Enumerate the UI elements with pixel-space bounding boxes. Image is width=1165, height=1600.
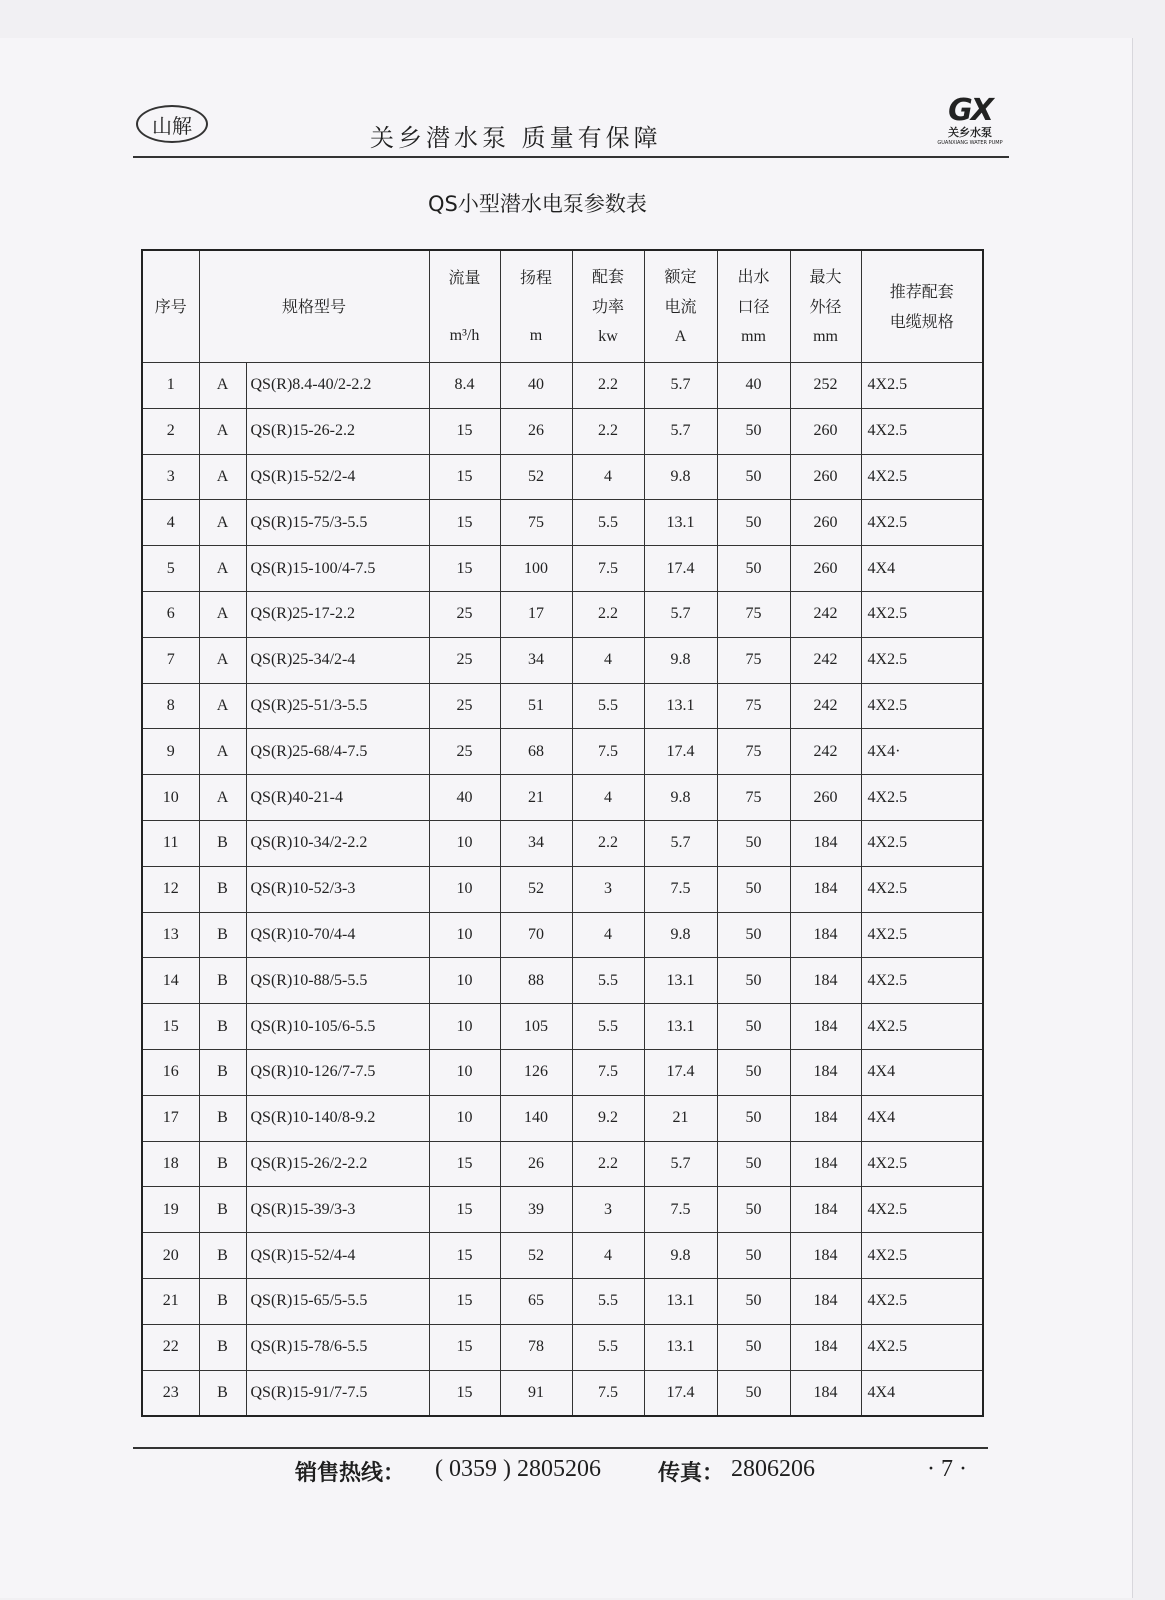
cell-current: 13.1 <box>644 1278 717 1324</box>
cell-index: 13 <box>142 912 199 958</box>
cell-head: 52 <box>500 1233 572 1279</box>
cell-series: B <box>199 866 246 912</box>
header-current: 额定电流 A <box>644 250 717 363</box>
cell-outlet: 50 <box>717 912 790 958</box>
cell-index: 6 <box>142 591 199 637</box>
cell-power: 7.5 <box>572 1370 644 1416</box>
cell-cable: 4X4 <box>861 1095 983 1141</box>
cell-model: QS(R)8.4-40/2-2.2 <box>246 363 429 409</box>
cell-cable: 4X2.5 <box>861 958 983 1004</box>
cell-power: 5.5 <box>572 500 644 546</box>
cell-power: 2.2 <box>572 820 644 866</box>
cell-cable: 4X2.5 <box>861 820 983 866</box>
cell-flow: 25 <box>429 637 500 683</box>
cell-series: A <box>199 775 246 821</box>
cell-diameter: 252 <box>790 363 861 409</box>
brand-logo-right <box>935 93 1005 154</box>
brand-logo-mark: GX <box>948 93 992 128</box>
cell-index: 9 <box>142 729 199 775</box>
cell-model: QS(R)10-70/4-4 <box>246 912 429 958</box>
hotline-value: ( 0359 ) 2805206 <box>435 1456 601 1482</box>
cell-cable: 4X4 <box>861 1370 983 1416</box>
cell-index: 1 <box>142 363 199 409</box>
cell-cable: 4X2.5 <box>861 775 983 821</box>
cell-outlet: 50 <box>717 958 790 1004</box>
cell-head: 91 <box>500 1370 572 1416</box>
cell-cable: 4X2.5 <box>861 1278 983 1324</box>
cell-power: 2.2 <box>572 408 644 454</box>
cell-series: B <box>199 1049 246 1095</box>
cell-model: QS(R)15-100/4-7.5 <box>246 546 429 592</box>
cell-cable: 4X2.5 <box>861 1324 983 1370</box>
cell-cable: 4X2.5 <box>861 637 983 683</box>
cell-index: 23 <box>142 1370 199 1416</box>
cell-model: QS(R)15-26/2-2.2 <box>246 1141 429 1187</box>
cell-cable: 4X2.5 <box>861 1004 983 1050</box>
header-power-unit: kw <box>598 327 618 345</box>
cell-diameter: 184 <box>790 1095 861 1141</box>
cell-diameter: 184 <box>790 1233 861 1279</box>
cell-series: B <box>199 820 246 866</box>
cell-diameter: 242 <box>790 637 861 683</box>
cell-model: QS(R)25-51/3-5.5 <box>246 683 429 729</box>
cell-outlet: 75 <box>717 591 790 637</box>
cell-cable: 4X2.5 <box>861 363 983 409</box>
cell-current: 5.7 <box>644 591 717 637</box>
cell-flow: 15 <box>429 1141 500 1187</box>
cell-series: B <box>199 1095 246 1141</box>
cell-index: 20 <box>142 1233 199 1279</box>
cell-index: 4 <box>142 500 199 546</box>
cell-head: 88 <box>500 958 572 1004</box>
cell-head: 105 <box>500 1004 572 1050</box>
cell-index: 11 <box>142 820 199 866</box>
cell-outlet: 50 <box>717 820 790 866</box>
cell-head: 34 <box>500 820 572 866</box>
cell-head: 65 <box>500 1278 572 1324</box>
cell-cable: 4X2.5 <box>861 1233 983 1279</box>
cell-series: B <box>199 958 246 1004</box>
cell-flow: 15 <box>429 408 500 454</box>
cell-flow: 10 <box>429 1049 500 1095</box>
cell-current: 5.7 <box>644 1141 717 1187</box>
cell-head: 52 <box>500 454 572 500</box>
cell-head: 26 <box>500 408 572 454</box>
cell-head: 70 <box>500 912 572 958</box>
cell-flow: 15 <box>429 1370 500 1416</box>
fax-value: 2806206 <box>731 1456 815 1482</box>
cell-current: 9.8 <box>644 454 717 500</box>
cell-series: B <box>199 1187 246 1233</box>
cell-outlet: 50 <box>717 1141 790 1187</box>
footer <box>295 1452 995 1488</box>
footer-divider <box>133 1447 988 1449</box>
cell-model: QS(R)25-68/4-7.5 <box>246 729 429 775</box>
header-head: 扬程 m <box>500 250 572 363</box>
page-number: · 7 · <box>927 1456 967 1482</box>
cell-head: 75 <box>500 500 572 546</box>
cell-series: A <box>199 408 246 454</box>
header-index: 序号 <box>142 250 199 363</box>
cell-model: QS(R)15-52/2-4 <box>246 454 429 500</box>
cell-diameter: 242 <box>790 591 861 637</box>
brand-logo-cn: 关乡水泵 <box>948 126 992 139</box>
cell-current: 13.1 <box>644 1324 717 1370</box>
table-row <box>142 1004 983 1050</box>
table-row <box>142 454 983 500</box>
table-row <box>142 591 983 637</box>
table-header-row <box>142 250 983 363</box>
cell-flow: 40 <box>429 775 500 821</box>
cell-current: 7.5 <box>644 866 717 912</box>
table-row <box>142 775 983 821</box>
table-row <box>142 729 983 775</box>
cell-diameter: 184 <box>790 1324 861 1370</box>
header-outlet: 出水口径 mm <box>717 250 790 363</box>
cell-index: 10 <box>142 775 199 821</box>
cell-power: 5.5 <box>572 958 644 1004</box>
cell-current: 17.4 <box>644 1049 717 1095</box>
cell-index: 15 <box>142 1004 199 1050</box>
cell-cable: 4X2.5 <box>861 1141 983 1187</box>
cell-head: 17 <box>500 591 572 637</box>
cell-diameter: 184 <box>790 1141 861 1187</box>
cell-diameter: 260 <box>790 408 861 454</box>
cell-series: A <box>199 363 246 409</box>
cell-flow: 15 <box>429 1187 500 1233</box>
cell-diameter: 184 <box>790 1187 861 1233</box>
cell-outlet: 50 <box>717 408 790 454</box>
cell-power: 4 <box>572 1233 644 1279</box>
table-row <box>142 683 983 729</box>
cell-index: 7 <box>142 637 199 683</box>
cell-cable: 4X2.5 <box>861 866 983 912</box>
cell-outlet: 50 <box>717 1278 790 1324</box>
cell-diameter: 184 <box>790 1049 861 1095</box>
cell-power: 5.5 <box>572 1278 644 1324</box>
cell-power: 3 <box>572 1187 644 1233</box>
cell-flow: 10 <box>429 1004 500 1050</box>
cell-series: A <box>199 683 246 729</box>
cell-power: 2.2 <box>572 363 644 409</box>
cell-power: 4 <box>572 775 644 821</box>
cell-power: 4 <box>572 454 644 500</box>
cell-head: 34 <box>500 637 572 683</box>
cell-series: B <box>199 1004 246 1050</box>
cell-model: QS(R)10-126/7-7.5 <box>246 1049 429 1095</box>
cell-diameter: 184 <box>790 820 861 866</box>
cell-power: 4 <box>572 912 644 958</box>
cell-outlet: 50 <box>717 1324 790 1370</box>
cell-model: QS(R)15-65/5-5.5 <box>246 1278 429 1324</box>
table-row <box>142 1095 983 1141</box>
cell-flow: 25 <box>429 683 500 729</box>
cell-model: QS(R)10-52/3-3 <box>246 866 429 912</box>
cell-flow: 10 <box>429 958 500 1004</box>
cell-outlet: 50 <box>717 1004 790 1050</box>
cell-index: 19 <box>142 1187 199 1233</box>
cell-model: QS(R)10-88/5-5.5 <box>246 958 429 1004</box>
cell-outlet: 50 <box>717 1233 790 1279</box>
cell-outlet: 40 <box>717 363 790 409</box>
cell-index: 18 <box>142 1141 199 1187</box>
table-body <box>142 363 983 1417</box>
cell-series: A <box>199 454 246 500</box>
cell-outlet: 75 <box>717 729 790 775</box>
cell-model: QS(R)25-17-2.2 <box>246 591 429 637</box>
cell-current: 13.1 <box>644 1004 717 1050</box>
cell-outlet: 50 <box>717 1187 790 1233</box>
cell-cable: 4X2.5 <box>861 912 983 958</box>
cell-outlet: 50 <box>717 1370 790 1416</box>
cell-index: 16 <box>142 1049 199 1095</box>
table-row <box>142 363 983 409</box>
header-cable: 推荐配套电缆规格 <box>861 250 983 363</box>
cell-diameter: 184 <box>790 1370 861 1416</box>
fax-label: 传真： <box>658 1461 725 1486</box>
cell-diameter: 260 <box>790 454 861 500</box>
cell-series: B <box>199 1278 246 1324</box>
cell-cable: 4X2.5 <box>861 408 983 454</box>
cell-flow: 10 <box>429 912 500 958</box>
table-row <box>142 820 983 866</box>
table-row <box>142 637 983 683</box>
cell-head: 21 <box>500 775 572 821</box>
cell-power: 4 <box>572 637 644 683</box>
cell-model: QS(R)10-34/2-2.2 <box>246 820 429 866</box>
cell-current: 21 <box>644 1095 717 1141</box>
cell-current: 5.7 <box>644 820 717 866</box>
cell-current: 13.1 <box>644 958 717 1004</box>
cell-model: QS(R)10-140/8-9.2 <box>246 1095 429 1141</box>
cell-model: QS(R)15-39/3-3 <box>246 1187 429 1233</box>
cell-current: 5.7 <box>644 408 717 454</box>
cell-head: 39 <box>500 1187 572 1233</box>
header-flow-unit: m³/h <box>449 326 480 344</box>
cell-current: 17.4 <box>644 546 717 592</box>
table-row <box>142 500 983 546</box>
hotline-label: 销售热线： <box>295 1461 406 1486</box>
cell-head: 140 <box>500 1095 572 1141</box>
cell-series: B <box>199 1233 246 1279</box>
cell-index: 17 <box>142 1095 199 1141</box>
header-diameter: 最大外径 mm <box>790 250 861 363</box>
cell-index: 12 <box>142 866 199 912</box>
cell-series: A <box>199 637 246 683</box>
cell-power: 9.2 <box>572 1095 644 1141</box>
table-row <box>142 866 983 912</box>
cell-head: 78 <box>500 1324 572 1370</box>
cell-index: 21 <box>142 1278 199 1324</box>
cell-model: QS(R)10-105/6-5.5 <box>246 1004 429 1050</box>
cell-outlet: 75 <box>717 775 790 821</box>
cell-index: 22 <box>142 1324 199 1370</box>
cell-head: 52 <box>500 866 572 912</box>
cell-cable: 4X2.5 <box>861 683 983 729</box>
cell-head: 126 <box>500 1049 572 1095</box>
cell-flow: 15 <box>429 546 500 592</box>
cell-flow: 25 <box>429 729 500 775</box>
cell-outlet: 50 <box>717 500 790 546</box>
cell-power: 7.5 <box>572 546 644 592</box>
cell-flow: 15 <box>429 1324 500 1370</box>
cell-cable: 4X4 <box>861 546 983 592</box>
cell-head: 40 <box>500 363 572 409</box>
cell-index: 5 <box>142 546 199 592</box>
cell-current: 9.8 <box>644 1233 717 1279</box>
cell-index: 8 <box>142 683 199 729</box>
pump-parameter-table <box>141 249 984 1417</box>
cell-power: 2.2 <box>572 1141 644 1187</box>
cell-head: 100 <box>500 546 572 592</box>
cell-power: 5.5 <box>572 1004 644 1050</box>
cell-flow: 15 <box>429 454 500 500</box>
cell-index: 2 <box>142 408 199 454</box>
cell-index: 14 <box>142 958 199 1004</box>
cell-model: QS(R)25-34/2-4 <box>246 637 429 683</box>
table-row <box>142 1141 983 1187</box>
cell-power: 5.5 <box>572 1324 644 1370</box>
cell-flow: 15 <box>429 500 500 546</box>
table-row <box>142 1370 983 1416</box>
header-flow: 流量 m³/h <box>429 250 500 363</box>
cell-diameter: 184 <box>790 866 861 912</box>
cell-series: B <box>199 912 246 958</box>
table-row <box>142 1278 983 1324</box>
cell-head: 26 <box>500 1141 572 1187</box>
cell-current: 9.8 <box>644 637 717 683</box>
cell-current: 5.7 <box>644 363 717 409</box>
cell-current: 13.1 <box>644 500 717 546</box>
cell-model: QS(R)15-26-2.2 <box>246 408 429 454</box>
cell-model: QS(R)40-21-4 <box>246 775 429 821</box>
cell-outlet: 50 <box>717 1049 790 1095</box>
table-row <box>142 408 983 454</box>
cell-series: B <box>199 1141 246 1187</box>
cell-model: QS(R)15-52/4-4 <box>246 1233 429 1279</box>
cell-diameter: 184 <box>790 958 861 1004</box>
cell-current: 7.5 <box>644 1187 717 1233</box>
cell-index: 3 <box>142 454 199 500</box>
cell-model: QS(R)15-78/6-5.5 <box>246 1324 429 1370</box>
table-row <box>142 1324 983 1370</box>
cell-cable: 4X2.5 <box>861 1187 983 1233</box>
cell-diameter: 260 <box>790 546 861 592</box>
cell-diameter: 184 <box>790 912 861 958</box>
cell-series: A <box>199 729 246 775</box>
cell-flow: 8.4 <box>429 363 500 409</box>
brand-logo-en: GUANXIANG WATER PUMP <box>937 140 1003 146</box>
cell-series: B <box>199 1324 246 1370</box>
cell-model: QS(R)15-75/3-5.5 <box>246 500 429 546</box>
header-diameter-unit: mm <box>813 327 838 345</box>
table-title: QS小型潜水电泵参数表 <box>428 192 647 216</box>
header-slogan: 关乡潜水泵 质量有保障 <box>370 124 662 152</box>
cell-current: 17.4 <box>644 729 717 775</box>
cell-power: 3 <box>572 866 644 912</box>
cell-outlet: 75 <box>717 637 790 683</box>
cell-diameter: 242 <box>790 729 861 775</box>
cell-flow: 25 <box>429 591 500 637</box>
header-current-unit: A <box>674 327 687 345</box>
table-row <box>142 1187 983 1233</box>
header-model: 规格型号 <box>199 250 429 363</box>
brand-logo-left <box>136 105 208 143</box>
cell-diameter: 260 <box>790 500 861 546</box>
cell-power: 5.5 <box>572 683 644 729</box>
cell-outlet: 50 <box>717 1095 790 1141</box>
cell-cable: 4X2.5 <box>861 454 983 500</box>
cell-diameter: 184 <box>790 1278 861 1324</box>
cell-power: 7.5 <box>572 1049 644 1095</box>
cell-flow: 10 <box>429 866 500 912</box>
cell-power: 7.5 <box>572 729 644 775</box>
cell-flow: 10 <box>429 820 500 866</box>
cell-model: QS(R)15-91/7-7.5 <box>246 1370 429 1416</box>
table-row <box>142 1049 983 1095</box>
cell-series: B <box>199 1370 246 1416</box>
cell-head: 51 <box>500 683 572 729</box>
header-outlet-unit: mm <box>741 327 766 345</box>
cell-flow: 15 <box>429 1233 500 1279</box>
cell-outlet: 50 <box>717 866 790 912</box>
cell-current: 9.8 <box>644 912 717 958</box>
cell-current: 13.1 <box>644 683 717 729</box>
cell-current: 9.8 <box>644 775 717 821</box>
cell-cable: 4X2.5 <box>861 500 983 546</box>
table-row <box>142 912 983 958</box>
cell-series: A <box>199 591 246 637</box>
cell-cable: 4X4· <box>861 729 983 775</box>
table-row <box>142 958 983 1004</box>
cell-series: A <box>199 500 246 546</box>
cell-flow: 10 <box>429 1095 500 1141</box>
header-divider <box>133 156 1009 158</box>
cell-outlet: 50 <box>717 546 790 592</box>
cell-outlet: 75 <box>717 683 790 729</box>
cell-series: A <box>199 546 246 592</box>
cell-flow: 15 <box>429 1278 500 1324</box>
cell-outlet: 50 <box>717 454 790 500</box>
table-row <box>142 1233 983 1279</box>
cell-diameter: 260 <box>790 775 861 821</box>
header-power: 配套功率 kw <box>572 250 644 363</box>
cell-current: 17.4 <box>644 1370 717 1416</box>
table-row <box>142 546 983 592</box>
header-head-unit: m <box>529 326 543 344</box>
cell-diameter: 242 <box>790 683 861 729</box>
cell-diameter: 184 <box>790 1004 861 1050</box>
cell-cable: 4X2.5 <box>861 591 983 637</box>
cell-cable: 4X4 <box>861 1049 983 1095</box>
cell-head: 68 <box>500 729 572 775</box>
brand-logo-left-text: 山解 <box>152 113 192 138</box>
cell-power: 2.2 <box>572 591 644 637</box>
